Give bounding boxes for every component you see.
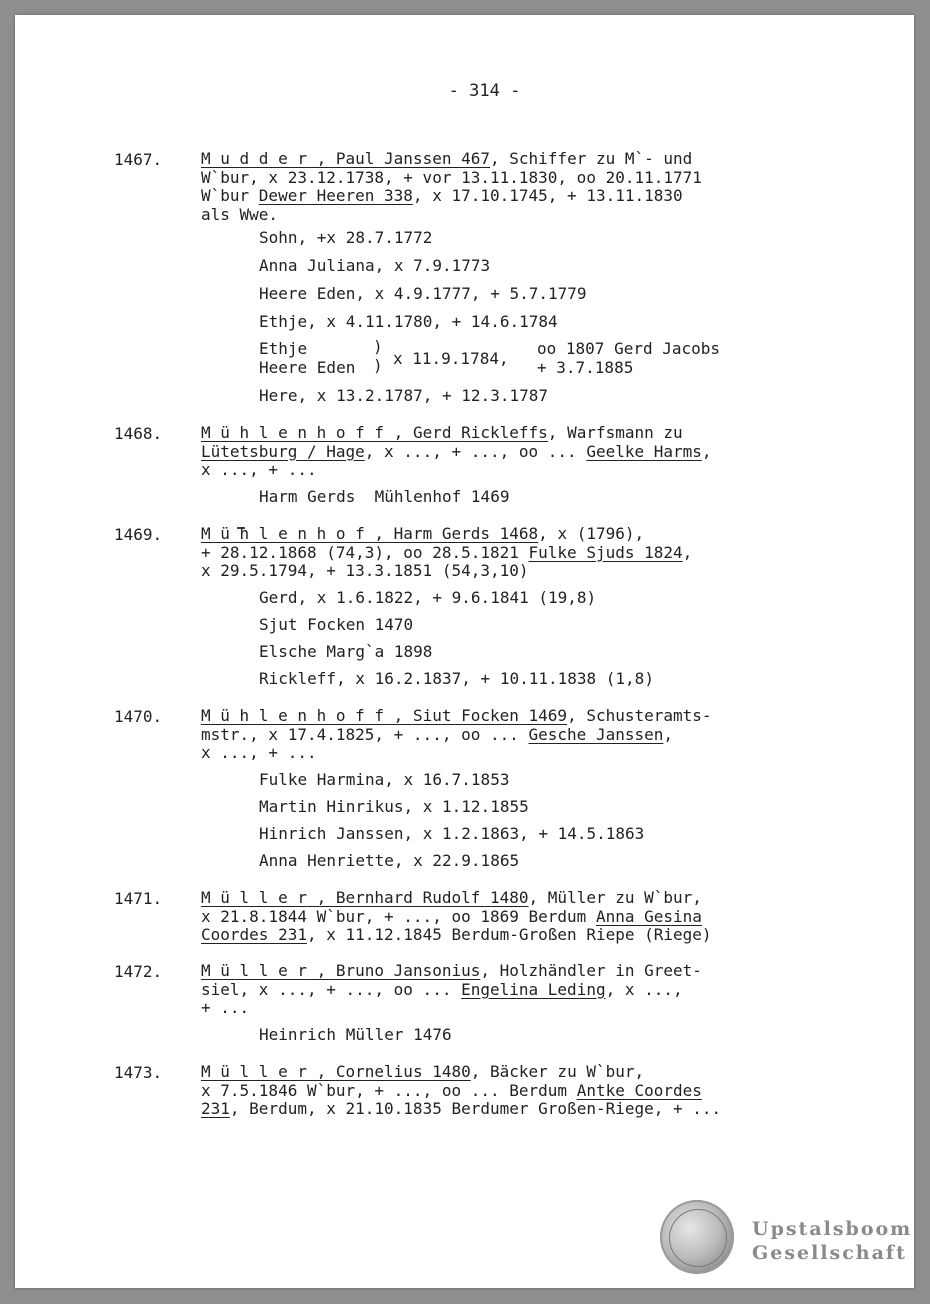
child-line: Sohn, +x 28.7.1772	[259, 228, 433, 247]
entry-line: , Berdum, x 21.10.1835 Berdumer Großen-Riege, + ...	[229, 1099, 722, 1118]
surname: M ü h l e n h o f f	[201, 423, 385, 442]
spouse-name: Coordes 231	[201, 925, 307, 944]
name-separator: ,	[384, 706, 413, 725]
spouse-name: Dewer Heeren 338	[258, 186, 413, 205]
given-name: Paul Janssen 467	[335, 149, 490, 168]
twin-notes: oo 1807 Gerd Jacobs + 3.7.1885	[537, 339, 721, 377]
entry-line: x 21.8.1844 W`bur, + ..., oo 1869 Berdum	[201, 906, 596, 926]
seal-inner-ring	[669, 1209, 727, 1267]
surname: M ü l l e r	[201, 1062, 307, 1081]
entry-line: + 28.12.1868 (74,3), oo 28.5.1821	[201, 542, 529, 562]
entry-text	[201, 150, 702, 224]
child-line: Anna Juliana, x 7.9.1773	[259, 256, 491, 275]
brand-line: Upstalsboom	[752, 1218, 913, 1240]
page-number: - 314 -	[448, 81, 521, 101]
spouse-name: Engelina Leding	[461, 979, 606, 999]
child-line: Heinrich Müller 1476	[259, 1025, 452, 1044]
name-separator: ,	[364, 524, 394, 543]
entry-line: , x (1796),	[538, 524, 645, 543]
entry-text	[201, 424, 712, 480]
entry-line: x 7.5.1846 W`bur, + ..., oo ... Berdum	[201, 1080, 577, 1100]
entry-number: 1469.	[114, 525, 163, 544]
entry-text	[201, 962, 702, 1018]
entry-line: , Müller zu W`bur,	[528, 888, 702, 907]
given-name: Bernhard Rudolf 1480	[335, 888, 529, 907]
surname: M u d d e r	[201, 149, 307, 168]
brand-watermark	[752, 1217, 912, 1265]
brand-line: Gesellschaft	[752, 1242, 907, 1264]
child-line: Rickleff, x 16.2.1837, + 10.11.1838 (1,8)	[259, 669, 654, 688]
child-line: Anna Henriette, x 22.9.1865	[259, 851, 520, 870]
entry-line: mstr., x 17.4.1825, + ..., oo ...	[201, 724, 529, 744]
entry-line: , Holzhändler in Greet-	[480, 961, 702, 980]
given-name: Harm Gerds 1468	[393, 524, 539, 543]
entry-number: 1470.	[114, 707, 163, 726]
twin-children	[259, 340, 355, 377]
entry-line: x ..., + ...	[201, 460, 317, 479]
child-line: Gerd, x 1.6.1822, + 9.6.1841 (19,8)	[259, 588, 597, 607]
given-name: Siut Focken 1469	[412, 706, 568, 725]
entry-line: , Bäcker zu W`bur,	[470, 1062, 645, 1081]
child-line: Fulke Harmina, x 16.7.1853	[259, 770, 510, 789]
entry-text	[201, 525, 692, 581]
child-line: Sjut Focken 1470	[259, 615, 414, 634]
spouse-name: 231	[201, 1099, 230, 1118]
child-line: Harm Gerds Mühlenhof 1469	[259, 487, 510, 506]
seal-logo	[660, 1200, 734, 1274]
given-name: Bruno Jansonius	[335, 961, 481, 980]
entry-number: 1467.	[114, 150, 163, 169]
surname: M ü h l e n h o f	[201, 524, 365, 543]
entry-line: ,	[663, 724, 674, 744]
entry-number: 1473.	[114, 1063, 163, 1082]
child-line: Hinrich Janssen, x 1.2.1863, + 14.5.1863	[259, 824, 645, 843]
entry-text	[201, 707, 712, 763]
entry-line: , Schiffer zu M`- und	[490, 149, 693, 168]
spouse-name: Gesche Janssen	[528, 724, 664, 744]
entry-line: ,	[682, 542, 693, 562]
entry-line: , x ..., + ..., oo ...	[364, 441, 587, 461]
entry-line: , Schusteramts-	[567, 706, 712, 725]
child-line: Ethje, x 4.11.1780, + 14.6.1784	[259, 312, 558, 331]
name-separator: ,	[306, 1062, 336, 1081]
spouse-name: Geelke Harms	[586, 441, 702, 461]
entry-number: 1472.	[114, 962, 163, 981]
entry-line: , x 11.12.1845 Berdum-Großen Riepe (Riege)	[306, 925, 712, 944]
surname: M ü l l e r	[201, 888, 307, 907]
entry-line: siel, x ..., + ..., oo ...	[201, 979, 462, 999]
twin-name: Ethje	[259, 339, 308, 358]
entry-text	[201, 1063, 721, 1119]
entry-text	[201, 889, 712, 945]
given-name: Cornelius 1480	[335, 1062, 471, 1081]
entry-line: x 29.5.1794, + 13.3.1851 (54,3,10)	[201, 561, 529, 580]
entry-number: 1471.	[114, 889, 163, 908]
twin-brace: ) )	[373, 337, 383, 375]
spouse-name: Antke Coordes	[576, 1080, 702, 1100]
entry-line: , Warfsmann zu	[547, 423, 683, 442]
document-page	[15, 15, 914, 1288]
child-line: Here, x 13.2.1787, + 12.3.1787	[259, 386, 548, 405]
child-line: Heere Eden, x 4.9.1777, + 5.7.1779	[259, 284, 587, 303]
entry-number: 1468.	[114, 424, 163, 443]
surname: M ü l l e r	[201, 961, 307, 980]
entry-line: W`bur, x 23.12.1738, + vor 13.11.1830, oo 20.11.1771	[201, 167, 702, 187]
entry-line: als Wwe.	[201, 204, 279, 224]
child-line: Martin Hinrikus, x 1.12.1855	[259, 797, 529, 816]
place-name: Lütetsburg / Hage	[201, 441, 365, 461]
name-separator: ,	[306, 149, 336, 168]
child-line: Elsche Marg`a 1898	[259, 642, 433, 661]
name-separator: ,	[306, 888, 336, 907]
given-name: Gerd Rickleffs	[412, 423, 548, 442]
spouse-name: Anna Gesina	[595, 906, 702, 926]
name-separator: ,	[306, 961, 336, 980]
entry-line: ,	[701, 441, 712, 461]
entry-line: , x ...,	[605, 979, 683, 999]
entry-line: W`bur	[201, 186, 259, 205]
twin-name: Heere Eden	[259, 357, 356, 377]
name-separator: ,	[384, 423, 413, 442]
twin-birth: x 11.9.1784,	[393, 349, 509, 368]
entry-line: x ..., + ...	[201, 743, 317, 762]
spouse-name: Fulke Sjuds 1824	[528, 542, 683, 562]
entry-line: + ...	[201, 998, 250, 1017]
entry-line: , x 17.10.1745, + 13.11.1830	[412, 186, 683, 205]
surname: M ü h l e n h o f f	[201, 706, 385, 725]
